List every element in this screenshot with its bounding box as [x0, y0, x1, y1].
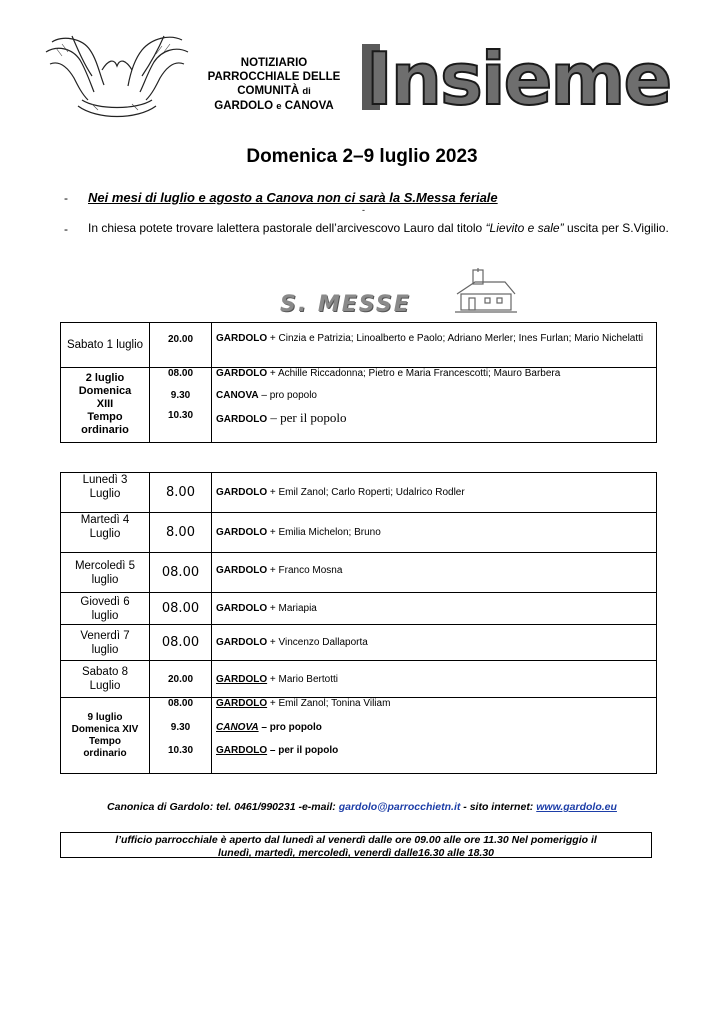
day-cell: Mercoledì 5 luglio: [61, 553, 150, 593]
day-cell: Martedì 4 Luglio: [61, 513, 150, 553]
office-hours-box: [60, 832, 652, 858]
day-cell: Venerdì 7 luglio: [61, 625, 150, 661]
day-cell: Sabato 1 luglio: [61, 323, 150, 368]
intentions-cell: GARDOLO + Emilia Michelon; Bruno: [212, 513, 657, 553]
table-row: [61, 661, 657, 698]
intentions-cell: GARDOLO + Emil Zanol; Tonina Viliam CANOVA – pro popolo GARDOLO – per il popolo: [212, 698, 657, 774]
insieme-logo: [360, 38, 700, 116]
intentions-cell: GARDOLO + Vincenzo Dallaporta: [212, 625, 657, 661]
day-cell: 9 luglio Domenica XIV Tempo ordinario: [61, 698, 150, 774]
notice-mark: -: [362, 205, 365, 215]
table-row: [61, 323, 657, 368]
table-row: [61, 625, 657, 661]
table-row: [61, 473, 657, 513]
insieme-logo-text: Insieme: [366, 38, 671, 116]
intentions-cell: GARDOLO + Mariapia: [212, 593, 657, 625]
website-link[interactable]: www.gardolo.eu: [536, 801, 617, 813]
day-cell: 2 luglio Domenica XIII Tempo ordinario: [61, 368, 150, 443]
office-hours-line: l’ufficio parrocchiale è aperto dal lunedì al venerdì dalle ore 09.00 alle ore 11.30 Nel pomeriggio il: [115, 834, 597, 846]
time-cell: 20.00: [150, 323, 212, 368]
subtitle-line: PARROCCHIALE DELLE: [207, 71, 341, 83]
time-cell: 8.00: [150, 473, 212, 513]
time-cell: 8.00: [150, 513, 212, 553]
day-cell: Lunedì 3 Luglio: [61, 473, 150, 513]
time-cell: 08.00: [150, 553, 212, 593]
bullet-dash: -: [64, 222, 68, 236]
table-row: [61, 553, 657, 593]
intentions-cell: GARDOLO + Mario Bertotti: [212, 661, 657, 698]
subtitle-line: GARDOLO e CANOVA: [214, 100, 334, 112]
intentions-cell: GARDOLO + Emil Zanol; Carlo Roperti; Udalrico Rodler: [212, 473, 657, 513]
intentions-cell: GARDOLO + Cinzia e Patrizia; Linoalberto e Paolo; Adriano Merler; Ines Furlan; Mario Nichelatti: [212, 323, 657, 368]
table-row: [61, 698, 657, 774]
church-icon: [455, 268, 517, 314]
day-cell: Giovedì 6 luglio: [61, 593, 150, 625]
table-row: [61, 368, 657, 443]
masses-table-week2: [60, 472, 657, 774]
time-cell: 20.00: [150, 661, 212, 698]
intentions-cell: GARDOLO + Achille Riccadonna; Pietro e Maria Francescotti; Mauro Barbera CANOVA – pro popolo GARDOLO – per il popolo: [212, 368, 657, 443]
email-link[interactable]: gardolo@parrocchietn.it: [338, 801, 461, 813]
table-row: [61, 593, 657, 625]
time-cell: 08.00: [150, 593, 212, 625]
subtitle-line: NOTIZIARIO: [240, 57, 308, 69]
hands-logo-icon: [42, 30, 192, 120]
office-hours-line: lunedì, martedì, mercoledì, venerdì dalle16.30 alle 18.30: [217, 847, 495, 859]
time-cell: 08.00 9.30 10.30: [150, 368, 212, 443]
masses-banner: S. MESSE: [280, 292, 411, 317]
masses-table-week1: [60, 322, 657, 443]
subtitle-line: COMUNITÀ di: [237, 85, 311, 97]
table-row: [61, 513, 657, 553]
day-cell: Sabato 8 Luglio: [61, 661, 150, 698]
time-cell: 08.00: [150, 625, 212, 661]
notice-pastoral-letter: In chiesa potete trovare lalettera pastorale dell’arcivescovo Lauro dal titolo “Lievito e sale” uscita per S.Vigilio.: [88, 221, 669, 235]
bullet-dash: -: [64, 191, 68, 205]
page-title: Domenica 2–9 luglio 2023: [246, 146, 478, 167]
newsletter-subtitle: [196, 56, 352, 114]
notice-canova: Nei mesi di luglio e agosto a Canova non ci sarà la S.Messa feriale: [88, 190, 498, 205]
intentions-cell: GARDOLO + Franco Mosna: [212, 553, 657, 593]
contacts-line: Canonica di Gardolo: tel. 0461/990231 -e-mail: gardolo@parrocchietn.it - sito internet: www.gardolo.eu: [107, 801, 617, 813]
time-cell: 08.00 9.30 10.30: [150, 698, 212, 774]
